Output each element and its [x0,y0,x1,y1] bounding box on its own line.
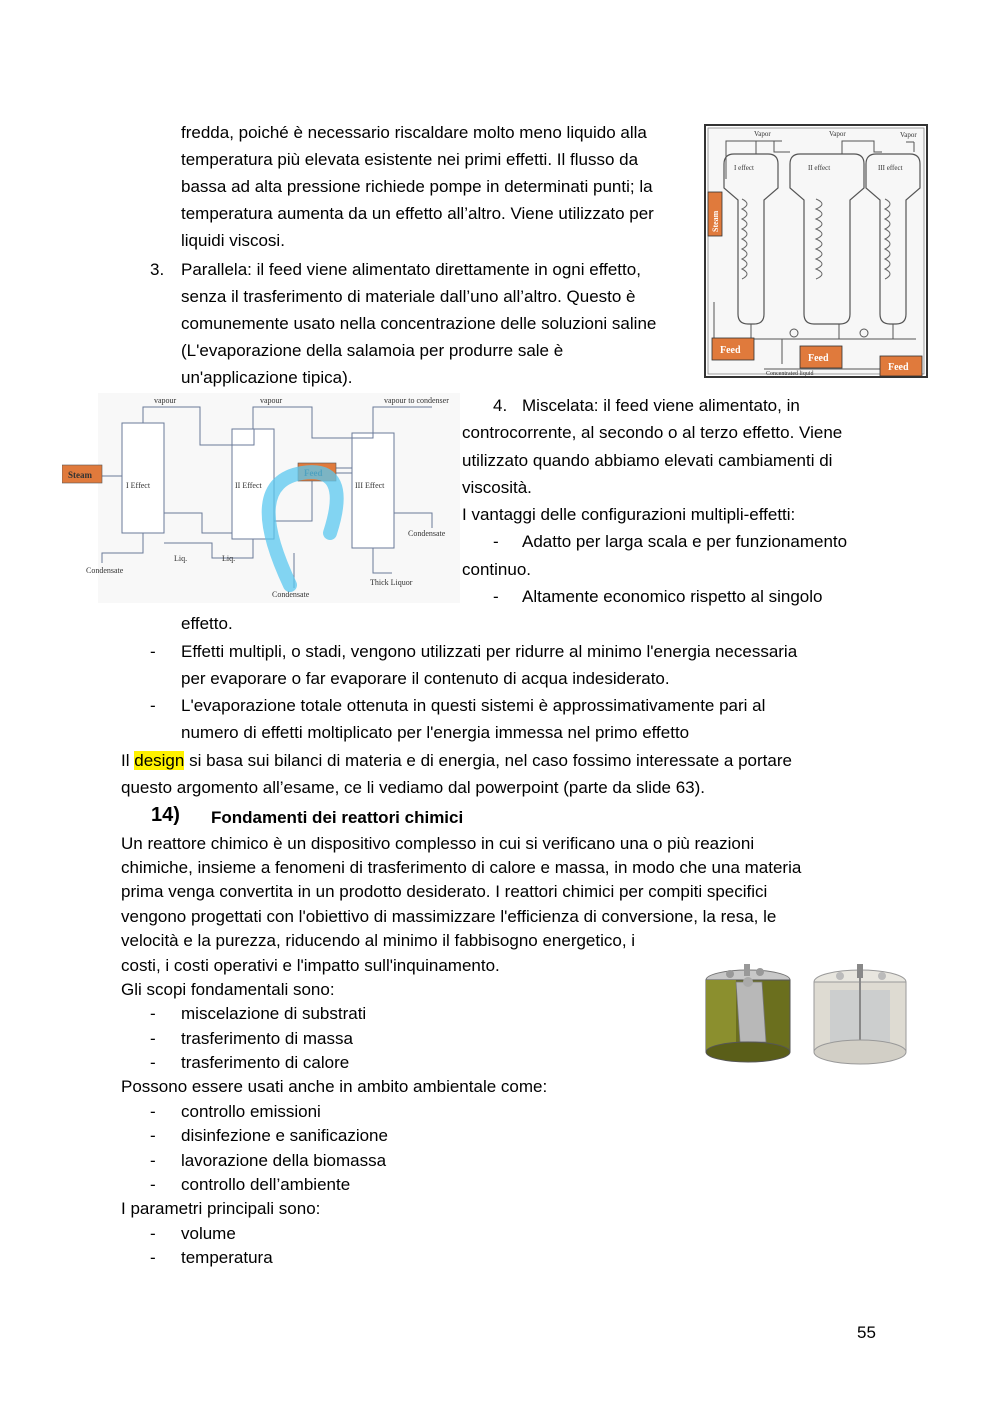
text-line: Parallela: il feed viene alimentato direttamente in ogni effetto, [181,260,641,279]
text-line: per evaporare o far evaporare il contenuto di acqua indesiderato. [181,669,670,688]
bullet-dash: - [150,1102,156,1121]
text-line: numero di effetti moltiplicato per l'energia immessa nel primo effetto [181,723,690,742]
advantage-line: continuo. [462,560,531,579]
text-line: L'evaporazione totale ottenuta in questi sistemi è approssimativamente pari al [181,696,766,715]
feed-label: Feed [888,362,909,373]
text-line: fredda, poiché è necessario riscaldare molto meno liquido alla [181,123,647,142]
text-line: questo argomento all’esame, ce li vediamo dal powerpoint (parte da slide 63). [121,778,705,797]
bullet-dash: - [493,532,499,551]
effect-label: I Effect [126,481,151,490]
list-item: lavorazione della biomassa [181,1151,387,1170]
text-line: costi, i costi operativi e l'impatto sull'inquinamento. [121,956,500,975]
list-item: disinfezione e sanificazione [181,1126,388,1145]
text-line: viscosità. [462,478,532,497]
env-intro: Possono essere usati anche in ambito ambientale come: [121,1077,548,1096]
text-line: temperatura aumenta da un effetto all’altro. Viene utilizzato per [181,204,654,223]
section-number: 14) [151,804,180,826]
bullet-dash: - [150,1053,156,1072]
list-item: controllo emissioni [181,1102,321,1121]
parallel-evaporator-figure [704,124,928,378]
list-number: 3. [150,260,165,279]
advantage-line: Adatto per larga scala e per funzionamento [522,532,848,551]
steam-label: Steam [68,470,92,480]
section-title-text: Fondamenti dei reattori chimici [211,808,464,827]
section-title [211,808,463,828]
vapour-label: vapour [260,396,283,405]
advantage-line: effetto. [181,614,233,633]
list-item: miscelazione di substrati [181,1004,367,1023]
text-line: prima venga convertita in un prodotto desiderato. I reattori chimici per compiti specifici [121,882,768,901]
effect-label: II effect [808,164,831,172]
condensate-label: Condensate [408,529,446,538]
effect-label: III Effect [355,481,385,490]
scopes-intro: Gli scopi fondamentali sono: [121,980,335,999]
text-line: comunemente usato nella concentrazione delle soluzioni saline [181,314,657,333]
bullet-dash: - [150,1151,156,1170]
feed-label: Feed [304,468,323,478]
thick-liquor-label: Thick Liquor [370,578,413,587]
condensate-label: Condensate [86,566,124,575]
advantage-line: Altamente economico rispetto al singolo [522,587,823,606]
text-line: bassa ad alta pressione richiede pompe in determinati punti; la [181,177,653,196]
text-line: Effetti multipli, o stadi, vengono utilizzati per ridurre al minimo l'energia necessaria [181,642,798,661]
feed-label: Feed [720,345,741,356]
vapour-condenser-label: vapour to condenser [384,396,449,405]
text-span: Il [121,751,135,770]
params-intro: I parametri principali sono: [121,1199,321,1218]
list-item: trasferimento di calore [181,1053,350,1072]
text-line: Miscelata: il feed viene alimentato, in [522,396,800,415]
text-line: vengono progettati con l'obiettivo di massimizzare l'efficienza di conversione, la resa, le [121,907,777,926]
list-number: 4. [493,396,508,415]
list-item: controllo dell’ambiente [181,1175,351,1194]
liq-label: Liq. [222,554,236,563]
list-item: volume [181,1224,236,1243]
reactors-image [700,962,918,1070]
bullet-dash: - [150,1224,156,1243]
text-line: chimiche, insieme a fenomeni di trasferimento di calore e massa, in modo che una materia [121,858,802,877]
text-line: senza il trasferimento di materiale dall’uno all’altro. Questo è [181,287,636,306]
bullet-dash: - [150,1248,156,1267]
vapor-label: Vapor [829,130,846,138]
text-line: controcorrente, al secondo o al terzo effetto. Viene [462,423,843,442]
mixed-evaporator-figure [62,393,460,603]
text-line: un'applicazione tipica). [181,368,353,387]
condensate-label: Condensate [272,590,310,599]
text-line: Un reattore chimico è un dispositivo complesso in cui si verificano una o più reazioni [121,834,755,853]
vapour-label: vapour [154,396,177,405]
liq-label: Liq. [174,554,188,563]
text-line: temperatura più elevata esistente nei primi effetti. Il flusso da [181,150,639,169]
advantages-intro: I vantaggi delle configurazioni multipli-effetti: [462,505,796,524]
page-number: 55 [857,1323,876,1342]
section-heading [151,804,180,827]
steam-label: Steam [711,210,720,232]
text-line: (L'evaporazione della salamoia per produrre sale è [181,341,564,360]
highlighted-word: design [134,751,185,770]
bullet-dash: - [493,587,499,606]
text-line: liquidi viscosi. [181,231,285,250]
bullet-dash: - [150,1175,156,1194]
list-item: temperatura [181,1248,273,1267]
vapor-label: Vapor [754,130,771,138]
effect-label: I effect [734,164,754,172]
list-item: trasferimento di massa [181,1029,353,1048]
bullet-dash: - [150,1004,156,1023]
effect-label: III effect [878,164,903,172]
design-paragraph [121,751,792,771]
text-line: velocità e la purezza, riducendo al minimo il fabbisogno energetico, i [121,931,636,950]
bullet-dash: - [150,1126,156,1145]
text-line: utilizzato quando abbiamo elevati cambiamenti di [462,451,833,470]
feed-label: Feed [808,353,829,364]
vapor-label: Vapor [900,131,917,139]
bullet-dash: - [150,696,156,715]
bullet-dash: - [150,642,156,661]
effect-label: II Effect [235,481,262,490]
bullet-dash: - [150,1029,156,1048]
text-span: si basa sui bilanci di materia e di energia, nel caso fossimo interessate a portare [184,751,792,770]
concentrated-liquid-label: Concentrated liquid [766,371,814,377]
